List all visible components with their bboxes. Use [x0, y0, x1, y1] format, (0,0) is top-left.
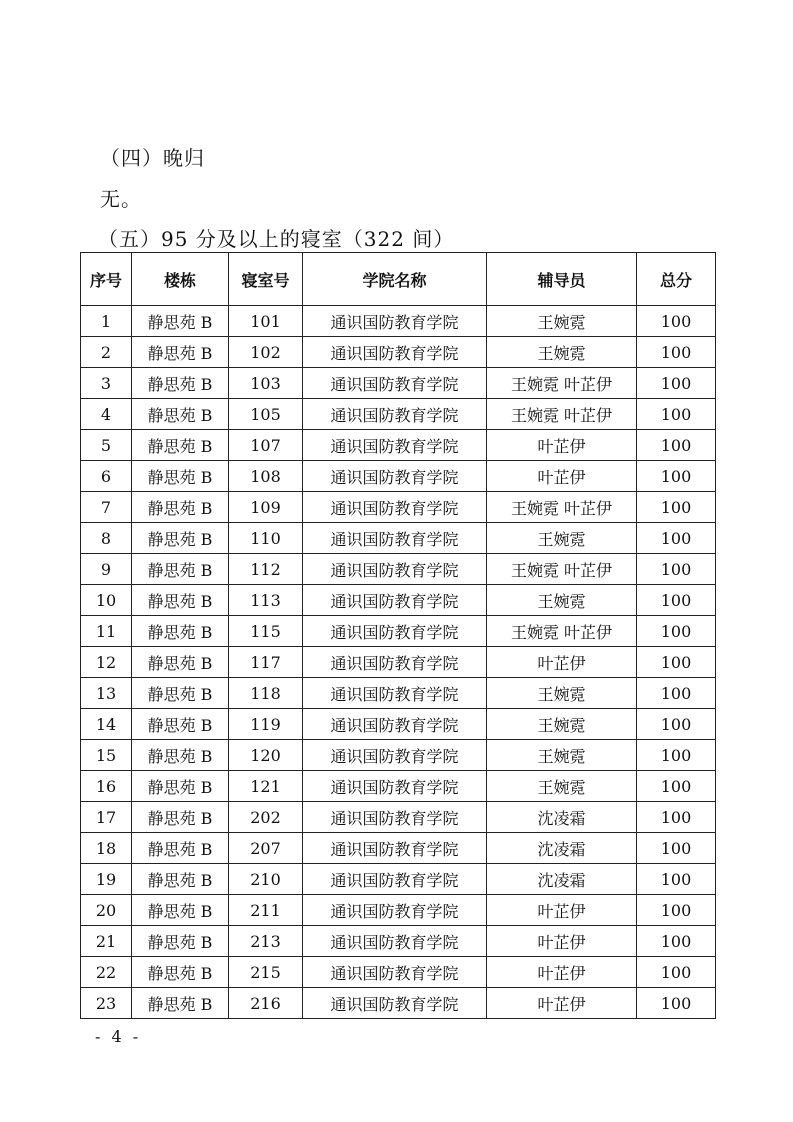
cell-building: 静思苑 B: [132, 616, 229, 647]
cell-building: 静思苑 B: [132, 957, 229, 988]
cell-room: 216: [229, 988, 303, 1019]
cell-score: 100: [637, 833, 716, 864]
section-heading-dorm-list: （五）95 分及以上的寝室（322 间）: [98, 227, 455, 251]
cell-college: 通识国防教育学院: [303, 926, 487, 957]
cell-building: 静思苑 B: [132, 368, 229, 399]
cell-college: 通识国防教育学院: [303, 895, 487, 926]
table-row: [81, 647, 716, 678]
cell-score: 100: [637, 709, 716, 740]
cell-index: 12: [81, 647, 132, 678]
cell-score: 100: [637, 864, 716, 895]
dorm-score-table: [80, 252, 716, 1019]
cell-college: 通识国防教育学院: [303, 368, 487, 399]
cell-counselor: 王婉霓 叶芷伊: [487, 492, 637, 523]
page-number: - 4 -: [95, 1027, 142, 1046]
cell-room: 113: [229, 585, 303, 616]
cell-index: 13: [81, 678, 132, 709]
cell-building: 静思苑 B: [132, 306, 229, 337]
cell-college: 通识国防教育学院: [303, 554, 487, 585]
cell-index: 16: [81, 771, 132, 802]
cell-building: 静思苑 B: [132, 678, 229, 709]
cell-score: 100: [637, 554, 716, 585]
cell-room: 101: [229, 306, 303, 337]
cell-college: 通识国防教育学院: [303, 864, 487, 895]
cell-index: 5: [81, 430, 132, 461]
cell-room: 121: [229, 771, 303, 802]
table-row: [81, 895, 716, 926]
cell-score: 100: [637, 988, 716, 1019]
cell-college: 通识国防教育学院: [303, 430, 487, 461]
cell-building: 静思苑 B: [132, 399, 229, 430]
cell-score: 100: [637, 957, 716, 988]
cell-index: 1: [81, 306, 132, 337]
cell-room: 108: [229, 461, 303, 492]
cell-college: 通识国防教育学院: [303, 957, 487, 988]
table-row: [81, 430, 716, 461]
header-building: 楼栋: [132, 253, 229, 306]
table-row: [81, 461, 716, 492]
cell-counselor: 王婉霓: [487, 306, 637, 337]
cell-counselor: 沈凌霜: [487, 802, 637, 833]
table-row: [81, 399, 716, 430]
cell-building: 静思苑 B: [132, 740, 229, 771]
cell-room: 215: [229, 957, 303, 988]
cell-index: 10: [81, 585, 132, 616]
cell-index: 6: [81, 461, 132, 492]
cell-score: 100: [637, 399, 716, 430]
cell-room: 207: [229, 833, 303, 864]
cell-room: 115: [229, 616, 303, 647]
header-index: 序号: [81, 253, 132, 306]
table-header-row: [81, 253, 716, 306]
cell-counselor: 王婉霓: [487, 771, 637, 802]
cell-counselor: 王婉霓 叶芷伊: [487, 399, 637, 430]
cell-index: 7: [81, 492, 132, 523]
cell-index: 22: [81, 957, 132, 988]
cell-building: 静思苑 B: [132, 988, 229, 1019]
cell-room: 117: [229, 647, 303, 678]
cell-room: 105: [229, 399, 303, 430]
cell-score: 100: [637, 926, 716, 957]
cell-index: 4: [81, 399, 132, 430]
cell-building: 静思苑 B: [132, 771, 229, 802]
section-body-none: 无。: [100, 187, 142, 211]
cell-index: 15: [81, 740, 132, 771]
cell-counselor: 沈凌霜: [487, 833, 637, 864]
cell-college: 通识国防教育学院: [303, 585, 487, 616]
cell-score: 100: [637, 678, 716, 709]
cell-room: 109: [229, 492, 303, 523]
cell-college: 通识国防教育学院: [303, 771, 487, 802]
table-row: [81, 802, 716, 833]
cell-counselor: 王婉霓: [487, 585, 637, 616]
cell-score: 100: [637, 647, 716, 678]
cell-room: 213: [229, 926, 303, 957]
cell-room: 112: [229, 554, 303, 585]
cell-building: 静思苑 B: [132, 864, 229, 895]
cell-building: 静思苑 B: [132, 833, 229, 864]
table-row: [81, 337, 716, 368]
cell-index: 20: [81, 895, 132, 926]
cell-building: 静思苑 B: [132, 709, 229, 740]
cell-index: 23: [81, 988, 132, 1019]
cell-building: 静思苑 B: [132, 492, 229, 523]
cell-counselor: 叶芷伊: [487, 988, 637, 1019]
cell-index: 17: [81, 802, 132, 833]
table-row: [81, 616, 716, 647]
header-college: 学院名称: [303, 253, 487, 306]
table-row: [81, 585, 716, 616]
cell-score: 100: [637, 492, 716, 523]
cell-counselor: 王婉霓: [487, 337, 637, 368]
cell-building: 静思苑 B: [132, 523, 229, 554]
cell-counselor: 叶芷伊: [487, 895, 637, 926]
cell-index: 3: [81, 368, 132, 399]
cell-counselor: 叶芷伊: [487, 461, 637, 492]
cell-building: 静思苑 B: [132, 895, 229, 926]
cell-score: 100: [637, 306, 716, 337]
cell-room: 120: [229, 740, 303, 771]
cell-college: 通识国防教育学院: [303, 461, 487, 492]
cell-index: 8: [81, 523, 132, 554]
cell-college: 通识国防教育学院: [303, 337, 487, 368]
cell-college: 通识国防教育学院: [303, 802, 487, 833]
cell-score: 100: [637, 430, 716, 461]
cell-building: 静思苑 B: [132, 585, 229, 616]
cell-building: 静思苑 B: [132, 926, 229, 957]
table-row: [81, 678, 716, 709]
cell-college: 通识国防教育学院: [303, 523, 487, 554]
table-body: [81, 306, 716, 1019]
cell-college: 通识国防教育学院: [303, 988, 487, 1019]
cell-room: 118: [229, 678, 303, 709]
cell-counselor: 王婉霓: [487, 709, 637, 740]
cell-room: 202: [229, 802, 303, 833]
header-score: 总分: [637, 253, 716, 306]
table-row: [81, 740, 716, 771]
cell-building: 静思苑 B: [132, 802, 229, 833]
cell-room: 210: [229, 864, 303, 895]
cell-college: 通识国防教育学院: [303, 740, 487, 771]
cell-score: 100: [637, 337, 716, 368]
header-counselor: 辅导员: [487, 253, 637, 306]
cell-college: 通识国防教育学院: [303, 709, 487, 740]
cell-counselor: 王婉霓: [487, 523, 637, 554]
cell-index: 11: [81, 616, 132, 647]
cell-score: 100: [637, 740, 716, 771]
cell-counselor: 叶芷伊: [487, 430, 637, 461]
cell-counselor: 王婉霓: [487, 678, 637, 709]
cell-index: 18: [81, 833, 132, 864]
cell-index: 2: [81, 337, 132, 368]
table-row: [81, 306, 716, 337]
cell-building: 静思苑 B: [132, 461, 229, 492]
cell-score: 100: [637, 616, 716, 647]
cell-college: 通识国防教育学院: [303, 833, 487, 864]
cell-counselor: 叶芷伊: [487, 926, 637, 957]
cell-counselor: 叶芷伊: [487, 647, 637, 678]
table-row: [81, 492, 716, 523]
table-row: [81, 833, 716, 864]
section-heading-late-return: （四）晚归: [100, 146, 205, 170]
cell-college: 通识国防教育学院: [303, 678, 487, 709]
cell-score: 100: [637, 771, 716, 802]
table-row: [81, 368, 716, 399]
cell-room: 103: [229, 368, 303, 399]
table-row: [81, 771, 716, 802]
table-row: [81, 957, 716, 988]
cell-college: 通识国防教育学院: [303, 647, 487, 678]
table-row: [81, 554, 716, 585]
cell-score: 100: [637, 802, 716, 833]
cell-building: 静思苑 B: [132, 647, 229, 678]
cell-college: 通识国防教育学院: [303, 492, 487, 523]
table-row: [81, 709, 716, 740]
table-row: [81, 523, 716, 554]
cell-room: 119: [229, 709, 303, 740]
cell-counselor: 王婉霓 叶芷伊: [487, 616, 637, 647]
cell-counselor: 叶芷伊: [487, 957, 637, 988]
cell-room: 107: [229, 430, 303, 461]
cell-score: 100: [637, 895, 716, 926]
cell-score: 100: [637, 461, 716, 492]
cell-room: 211: [229, 895, 303, 926]
cell-room: 110: [229, 523, 303, 554]
table-row: [81, 926, 716, 957]
cell-college: 通识国防教育学院: [303, 306, 487, 337]
cell-score: 100: [637, 523, 716, 554]
cell-room: 102: [229, 337, 303, 368]
cell-score: 100: [637, 585, 716, 616]
cell-college: 通识国防教育学院: [303, 399, 487, 430]
cell-counselor: 王婉霓 叶芷伊: [487, 368, 637, 399]
cell-index: 14: [81, 709, 132, 740]
table-row: [81, 988, 716, 1019]
cell-counselor: 沈凌霜: [487, 864, 637, 895]
cell-index: 9: [81, 554, 132, 585]
cell-building: 静思苑 B: [132, 430, 229, 461]
cell-college: 通识国防教育学院: [303, 616, 487, 647]
cell-counselor: 王婉霓: [487, 740, 637, 771]
cell-building: 静思苑 B: [132, 337, 229, 368]
cell-index: 19: [81, 864, 132, 895]
cell-counselor: 王婉霓 叶芷伊: [487, 554, 637, 585]
cell-score: 100: [637, 368, 716, 399]
cell-index: 21: [81, 926, 132, 957]
header-room: 寝室号: [229, 253, 303, 306]
table-row: [81, 864, 716, 895]
cell-building: 静思苑 B: [132, 554, 229, 585]
